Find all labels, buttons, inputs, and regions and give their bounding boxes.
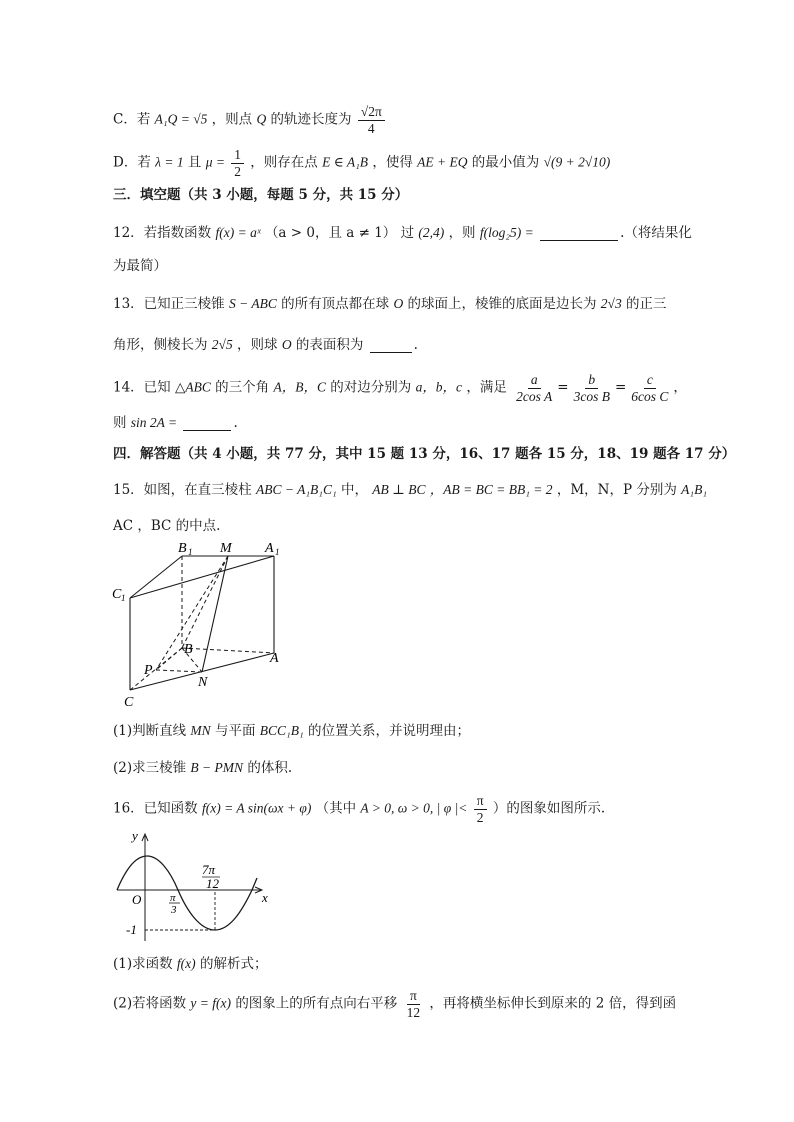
answer-blank xyxy=(370,336,412,353)
label-a1: A xyxy=(265,541,274,556)
option-c: C．若 A₁Q = √5 ，则点 Q 的轨迹长度为 $\frac{√2\pi}{4}$ xyxy=(113,104,387,136)
origin-label: O xyxy=(132,892,142,907)
label-p: P xyxy=(144,663,153,678)
label-n: N xyxy=(198,675,208,690)
tick-7pi-12-den: 12 xyxy=(206,876,219,891)
sine-graph xyxy=(112,826,282,946)
svg-text:1: 1 xyxy=(121,593,126,603)
fraction: $\frac{1}{2}$ xyxy=(231,147,244,179)
label-c1: C xyxy=(112,587,122,602)
fraction: $\frac{\pi}{2}$ xyxy=(474,793,487,825)
y-axis-label: y xyxy=(132,828,138,843)
tick-pi-3-den: 3 xyxy=(171,904,177,916)
section-4-heading: 四．解答题（共 4 小题，共 77 分，其中 15 题 13 分，16、17 题各 15 分，18、19 题各 17 分） xyxy=(113,446,736,462)
label-c: C xyxy=(124,695,134,710)
question-13-cont: 角形，侧棱长为 2√5 ，则球 O 的表面积为 . xyxy=(113,337,418,353)
math-inline: A₁Q = √5 xyxy=(154,111,208,127)
question-15-cont: AC ，BC 的中点. xyxy=(113,518,221,534)
tick-neg1: -1 xyxy=(126,922,137,937)
answer-blank xyxy=(540,224,618,241)
question-14-cont: 则 sin 2A = . xyxy=(113,415,238,431)
option-d: D．若 λ = 1 且 μ = $\frac{1}{2}$ ，则存在点 E ∈ A₁B ，使得 AE + EQ 的最小值为 √(9 + 2√10) xyxy=(113,147,611,179)
section-3-heading: 三．填空题（共 3 小题，每题 5 分，共 15 分） xyxy=(113,187,409,203)
question-15-part-1: (1)判断直线 MN 与平面 BCC₁B₁ 的位置关系，并说明理由； xyxy=(113,723,470,739)
label-b1: B xyxy=(178,541,187,556)
label-m: M xyxy=(220,541,232,556)
question-15: 15．如图，在直三棱柱 ABC − A₁B₁C₁ 中， AB ⊥ BC ，AB = BC = BB₁ = 2 ，M，N，P 分别为 A₁B₁ xyxy=(113,482,708,498)
fraction: $\frac{√2\pi}{4}$ xyxy=(358,104,385,136)
question-12: 12．若指数函数 f(x) = aˣ （a > 0，且 a ≠ 1） 过 (2,4) ，则 f(log₂5) = .（将结果化 xyxy=(113,225,692,241)
x-axis-label: x xyxy=(262,890,268,905)
fraction: $\frac{c}{\text{6cos C}}$ xyxy=(631,372,669,404)
svg-text:1: 1 xyxy=(275,547,280,557)
question-14: 14．已知 △ABC 的三个角 A，B，C 的对边分别为 a，b，c ，满足 $\frac{a}{\text{2cos A}}$ = $\frac{b}{\text{3cos B}}$ = $\frac{c}{\text{6cos C}}$ ， xyxy=(113,372,687,404)
question-12-cont: 为最简） xyxy=(113,258,167,274)
question-15-part-2: (2)求三棱锥 B − PMN 的体积. xyxy=(113,760,293,776)
tick-7pi-12-num: 7π xyxy=(202,862,216,877)
prism-figure xyxy=(108,540,308,712)
fraction: $\frac{\pi}{12}$ xyxy=(406,988,421,1020)
tick-pi-3-num: π xyxy=(170,892,176,904)
answer-blank xyxy=(183,414,231,431)
svg-text:1: 1 xyxy=(188,547,193,557)
question-13: 13．已知正三棱锥 S − ABC 的所有顶点都在球 O 的球面上，棱锥的底面是边长为 2√3 的正三 xyxy=(113,296,667,312)
question-16: 16．已知函数 f(x) = A sin(ωx + φ) （其中 A > 0, ω > 0, | φ |< $\frac{\pi}{2}$ ）的图象如图所示. xyxy=(113,793,606,825)
fraction: $\frac{b}{\text{3cos B}}$ xyxy=(573,372,610,404)
label-a: A xyxy=(270,651,279,666)
fraction: $\frac{a}{\text{2cos A}}$ xyxy=(516,372,553,404)
label-b: B xyxy=(184,642,193,657)
question-16-part-1: (1)求函数 f(x) 的解析式； xyxy=(113,956,268,972)
question-16-part-2: (2)若将函数 y = f(x) 的图象上的所有点向右平移 $\frac{\pi}{12}$ ，再将横坐标伸长到原来的 2 倍，得到函 xyxy=(113,988,677,1020)
